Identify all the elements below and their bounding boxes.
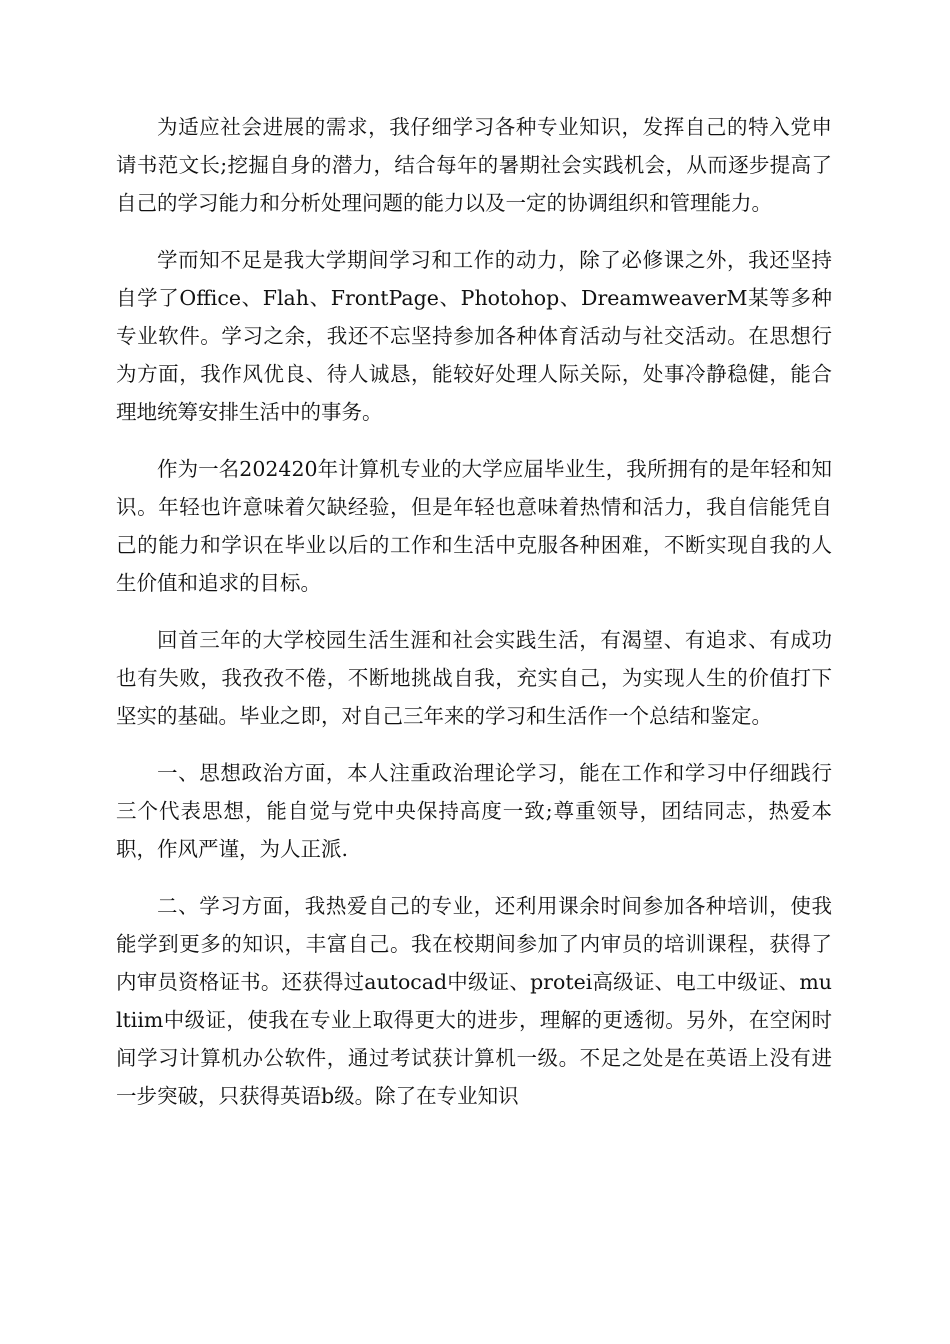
paragraph-2: 学而知不足是我大学期间学习和工作的动力，除了必修课之外，我还坚持自学了Office、Flah、FrontPage、Photohop、DreamweaverM某等多种专业软件。学习之余，我还不忘坚持参加各种体育活动与社交活动。在思想行为方面，我作风优良、待人诚恳，能较好处理人际关际，处事冷静稳健，能合理地统筹安排生活中的事务。 <box>116 248 832 424</box>
paragraph-4: 回首三年的大学校园生活生涯和社会实践生活，有渴望、有追求、有成功也有失败，我孜孜不倦，不断地挑战自我，充实自己，为实现人生的价值打下坚实的基础。毕业之即，对自己三年来的学习和生活作一个总结和鉴定。 <box>116 628 832 728</box>
document-body <box>116 108 832 1134</box>
paragraph-5: 一、思想政治方面，本人注重政治理论学习，能在工作和学习中仔细践行三个代表思想，能自觉与党中央保持高度一致;尊重领导，团结同志，热爱本职，作风严谨，为人正派. <box>116 761 832 861</box>
paragraph-1: 为适应社会进展的需求，我仔细学习各种专业知识，发挥自己的特入党申请书范文长;挖掘自身的潜力，结合每年的暑期社会实践机会，从而逐步提高了自己的学习能力和分析处理问题的能力以及一定的协调组织和管理能力。 <box>116 115 832 215</box>
paragraph-6: 二、学习方面，我热爱自己的专业，还利用课余时间参加各种培训，使我能学到更多的知识，丰富自己。我在校期间参加了内审员的培训课程，获得了内审员资格证书。还获得过autocad中级证、protei高级证、电工中级证、multiim中级证，使我在专业上取得更大的进步，理解的更透彻。另外，在空闲时间学习计算机办公软件，通过考试获计算机一级。不足之处是在英语上没有进一步突破，只获得英语b级。除了在专业知识 <box>116 894 832 1108</box>
paragraph-3: 作为一名202420年计算机专业的大学应届毕业生，我所拥有的是年轻和知识。年轻也许意味着欠缺经验，但是年轻也意味着热情和活力，我自信能凭自己的能力和学识在毕业以后的工作和生活中克服各种困难，不断实现自我的人生价值和追求的目标。 <box>116 457 832 595</box>
